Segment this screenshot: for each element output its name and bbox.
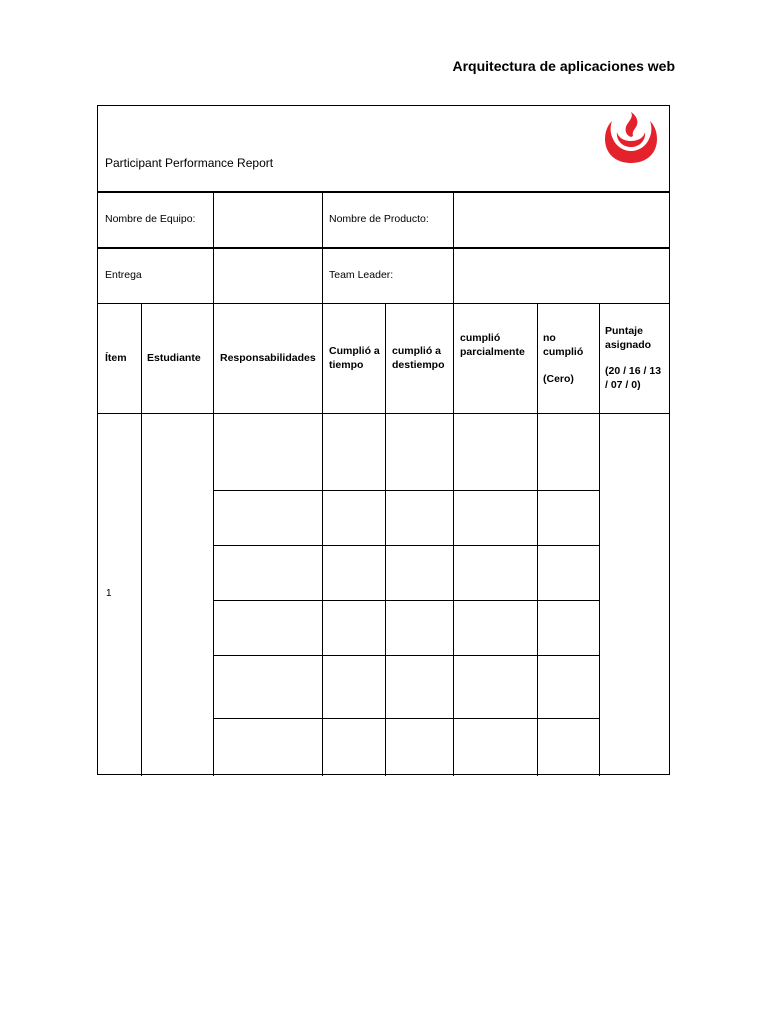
upc-logo xyxy=(602,111,660,166)
divider xyxy=(214,545,599,546)
divider xyxy=(385,304,386,776)
divider xyxy=(214,655,599,656)
header-score-line: (20 / 16 / 13 xyxy=(605,365,662,377)
score-cell[interactable] xyxy=(601,415,668,775)
header-not-done-line: no xyxy=(543,332,556,344)
team-name-label: Nombre de Equipo: xyxy=(105,213,196,225)
header-score-line: Puntaje xyxy=(605,325,643,337)
team-leader-field[interactable] xyxy=(455,250,668,302)
header-late-line: cumplió a xyxy=(392,345,442,357)
divider xyxy=(537,304,538,776)
header-score xyxy=(605,324,661,392)
header-not-done-line: (Cero) xyxy=(543,373,574,385)
product-name-field[interactable] xyxy=(455,194,668,246)
divider xyxy=(98,191,669,193)
header-score-line: / 07 / 0) xyxy=(605,379,641,391)
header-on-time-line: Cumplió a xyxy=(329,345,380,357)
header-student: Estudiante xyxy=(147,352,201,364)
header-score-line: asignado xyxy=(605,339,652,351)
header-partial-line: parcialmente xyxy=(460,346,525,358)
student-cell[interactable] xyxy=(143,415,212,775)
divider xyxy=(214,718,599,719)
header-responsibilities: Responsabilidades xyxy=(220,352,316,364)
header-not-done-line: cumplió xyxy=(543,346,584,358)
header-late-line: destiempo xyxy=(392,359,445,371)
course-title: Arquitectura de aplicaciones web xyxy=(452,58,675,74)
item-number: 1 xyxy=(106,588,112,599)
divider xyxy=(453,192,454,776)
divider xyxy=(599,304,600,776)
team-name-field[interactable] xyxy=(215,194,321,246)
delivery-label: Entrega xyxy=(105,269,142,281)
header-item: Ítem xyxy=(105,352,127,364)
divider xyxy=(141,304,142,776)
report-title: Participant Performance Report xyxy=(105,156,274,170)
divider xyxy=(322,192,323,776)
delivery-field[interactable] xyxy=(215,250,321,302)
header-late xyxy=(392,344,445,372)
divider xyxy=(98,247,669,249)
divider xyxy=(214,490,599,491)
team-leader-label: Team Leader: xyxy=(329,269,394,281)
header-not-done xyxy=(543,331,583,386)
divider xyxy=(213,192,214,776)
header-on-time xyxy=(329,344,380,372)
header-partial xyxy=(460,331,525,359)
divider xyxy=(214,600,599,601)
header-partial-line: cumplió xyxy=(460,332,501,344)
divider xyxy=(98,413,669,414)
product-name-label: Nombre de Producto: xyxy=(329,213,429,225)
divider xyxy=(98,303,669,304)
performance-report-table xyxy=(97,105,670,775)
header-on-time-line: tiempo xyxy=(329,359,364,371)
